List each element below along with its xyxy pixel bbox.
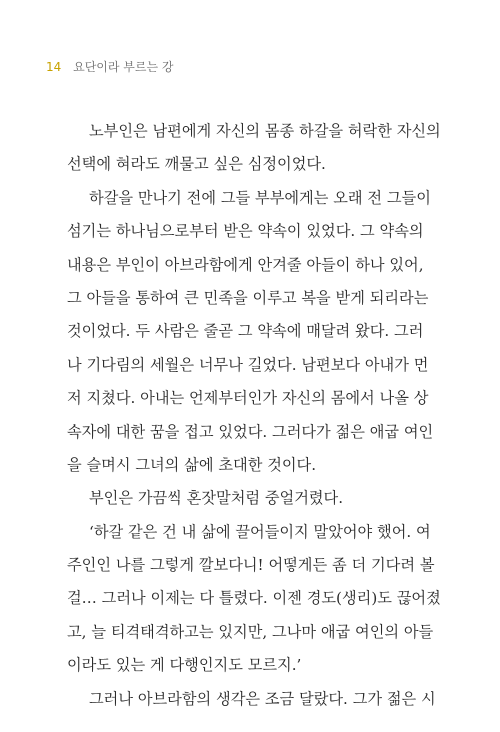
running-header — [46, 58, 173, 75]
text-line: 고, 늘 티격태격하고는 있지만, 그나마 애굽 여인의 아들 — [67, 622, 434, 641]
chapter-title: 요단이라 부르는 강 — [73, 60, 174, 74]
text-line: 걸… 그러나 이제는 다 틀렸다. 이젠 경도(생리)도 끊어졌 — [67, 589, 441, 608]
text-line: 그 아들을 통하여 큰 민족을 이루고 복을 받게 되리라는 — [67, 288, 429, 307]
text-line: 하갈을 만나기 전에 그들 부부에게는 오래 전 그들이 — [89, 188, 431, 207]
page-number: 14 — [46, 60, 62, 74]
text-line: ‘하갈 같은 건 내 삶에 끌어들이지 말았어야 했어. 여 — [89, 522, 431, 541]
text-line: 그러나 아브라함의 생각은 조금 달랐다. 그가 젊은 시 — [89, 689, 436, 708]
text-line: 선택에 혀라도 깨물고 싶은 심정이었다. — [67, 155, 326, 174]
text-line: 내용은 부인이 아브라함에게 안겨줄 아들이 하나 있어, — [67, 255, 424, 274]
text-line: 나 기다림의 세월은 너무나 길었다. 남편보다 아내가 먼 — [67, 355, 429, 374]
text-line: 것이었다. 두 사람은 줄곧 그 약속에 매달려 왔다. 그러 — [67, 322, 424, 341]
text-line: 저 지쳤다. 아내는 언제부터인가 자신의 몸에서 나올 상 — [67, 389, 429, 408]
text-line: 섬기는 하나님으로부터 받은 약속이 있었다. 그 약속의 — [67, 222, 424, 241]
text-line: 부인은 가끔씩 혼잣말처럼 중얼거렸다. — [89, 489, 344, 508]
text-line: 속자에 대한 꿈을 접고 있었다. 그러다가 젊은 애굽 여인 — [67, 422, 434, 441]
text-line: 노부인은 남편에게 자신의 몸종 하갈을 허락한 자신의 — [89, 122, 441, 140]
text-line: 주인인 나를 그렇게 깔보다니! 어떻게든 좀 더 기다려 볼 — [67, 556, 435, 575]
text-line: 을 슬며시 그녀의 삶에 초대한 것이다. — [67, 455, 317, 474]
body-text — [67, 115, 457, 716]
text-line: 이라도 있는 게 다행인지도 모르지.’ — [67, 656, 302, 675]
